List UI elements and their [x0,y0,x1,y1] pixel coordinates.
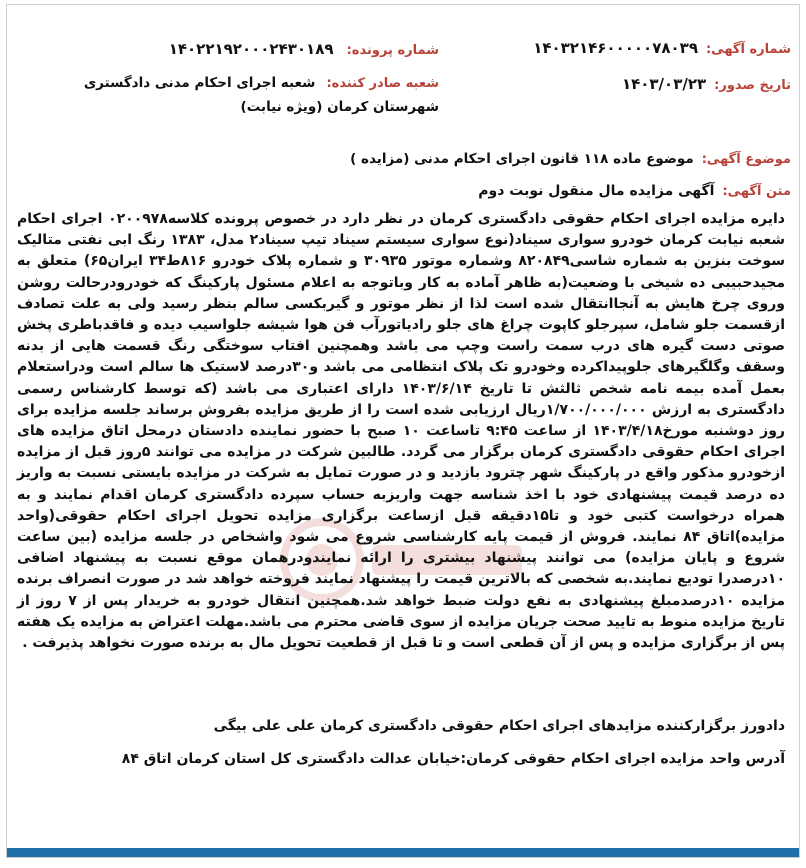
text-title-row [478,183,791,199]
ad-number-label: شماره آگهی: [705,42,791,57]
issuer-value: شعبه اجرای احکام مدنی دادگستری شهرستان کرمان (ویژه نیابت) [83,75,439,115]
issuer-block [17,71,439,118]
bottom-bar [7,848,799,857]
text-title-value: آگهی مزایده مال منقول نوبت دوم [478,183,715,199]
ad-document [6,4,800,858]
issue-date-row [622,75,791,93]
case-number-value: ۱۴۰۲۲۱۹۲۰۰۰۲۴۳۰۱۸۹ [168,40,334,58]
issue-date-value: ۱۴۰۳/۰۳/۲۳ [621,75,707,93]
signature-line: دادورز برگزارکننده مزایدهای اجرای احکام حقوقی دادگستری کرمان علی علی بیگی [213,718,785,734]
issuer-label: شعبه صادر کننده: [326,76,439,91]
ad-number-row [533,39,791,57]
case-number-label: شماره پرونده: [346,43,439,58]
subject-value: موضوع ماده ۱۱۸ قانون اجرای احکام مدنی (مزایده ) [350,151,694,167]
subject-label: موضوع آگهی: [701,152,791,167]
address-line: آدرس واحد مزایده اجرای احکام حقوقی کرمان:خیابان عدالت دادگستری کل استان کرمان اتاق ۸۴ [121,751,785,767]
ad-number-value: ۱۴۰۳۲۱۴۶۰۰۰۰۰۷۸۰۳۹ [533,39,698,57]
case-number-row [17,39,439,58]
text-title-label: متن آگهی: [722,184,791,199]
issue-date-label: تاریخ صدور: [714,78,791,93]
ad-body-text: دایره مزایده اجرای احکام حقوقی دادگستری کرمان در نظر دارد در خصوص پرونده کلاسه۰۲۰۰۹۷۸ اجرای احکام شعبه نیابت کرمان خودرو سواری سیناد(نوع سواری سیستم سیناد تیپ سیناد۲ مدل، ۱۳۸۳ رنگ ابی نفتی متالیک سوخت بنزین به شماره شاسی۸۲۰۸۴۹ وشماره موتور ۳۰۹۳۵ و شماره پلاک خودرو ۸۱۶ط۳۴ ایران۶۵) متعلق به مجیدحبیبی ده شیخی با وضعیت(به ظاهر آماده به کار وباتوجه به اعلام مسئول پارکینگ که خودرودرحالت روشن وروی چرخ هایش به آنجاانتقال شده است لذا از نظر موتور و گیربکسی سالم بنظر رسید ولی به علت تصادف ازقسمت جلو شامل، سپرجلو کاپوت چراغ های جلو رادیاتورآب فن هوا شیشه جلواسیب دیده و فاقدباطری پخش صوتی دست گیره های درب سمت راست وچپ می باشد وهمچنین افتاب سوختگی رنگ قسمت هایی از بدنه وسقف وگلگیرهای جلوپیداکرده وخودرو تک پلاک انتظامی می باشد و۳۰درصد لاستیک ها سالم است ودراستعلام بعمل آمده بیمه نامه شخص ثالثش تا تاریخ ۱۴۰۳/۶/۱۴ دارای اعتباری می باشد (که توسط کارشناس رسمی دادگستری به ارزش ۱/۷۰۰/۰۰۰/۰۰۰ریال ارزیابی شده است را از طریق مزایده بفروش برساند جلسه مزایده برای روز دوشنبه مورخ۱۴۰۳/۴/۱۸ از ساعت ۹:۴۵ تاساعت ۱۰ صبح با حضور نماینده دادستان درمحل اتاق مزایده های اجرای احکام حقوقی دادگستری کرمان برگزار می گردد. طالبین شرکت در مزایده می توانند ۵روز قبل از مزایده ازخودرو مذکور واقع در پارکینگ شهر چترود بازدید و در صورت تمایل به شرکت در مزایده بایستی نسبت به واریز ده درصد قیمت پیشنهادی خود با اخذ شناسه جهت واریزبه حساب سپرده دادگستری کرمان اقدام نمایند و به همراه درخواست کتبی خود و تا۱۵دقیقه قبل ازساعت برگزاری مزایده تحویل اجرای احکام حقوقی(واحد مزایده)اتاق ۸۴ نمایند. فروش از قیمت پایه کارشناسی شروع می شود واشخاص در جلسه مزایده (بین ساعت شروع و پایان مزایده) می توانند پیشنهاد بیشتری را ارائه نمایندودرهمان موقع نسبت به پیشنهاد اضافی ۱۰درصدرا تودیع نمایند.به شخصی که بالاترین قیمت را پیشنهاد نمایند فروخته خواهد شد در صورت انصراف برنده مزایده ۱۰درصدمبلغ پیشنهادی به نفع دولت ضبط خواهد شد.همچنین انتقال خودرو به خریدار پس از ۷ روز از تاریخ مزایده منوط به تایید صحت جریان مزایده از سوی قاضی محترم می باشد.مهلت اعتراض به مزایده یک هفته پس از برگزاری مزایده و پس از آن قطعی است و تا قبل از قطعیت تحویل مال به برنده صورت نخواهد پذیرفت . [17,211,786,652]
subject-row [350,151,791,167]
